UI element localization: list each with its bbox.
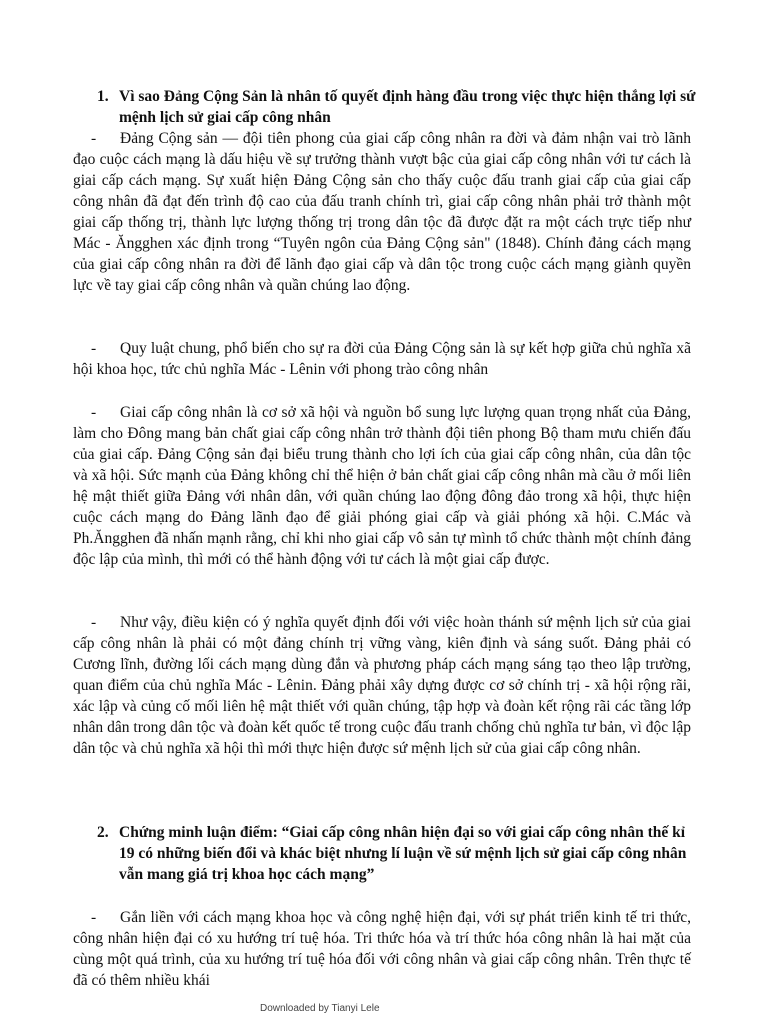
paragraph-text: Đảng Cộng sản — đội tiên phong của giai cấp công nhân ra đời và đảm nhận vai trò lãnh đạo cuộc cách mạng là dấu hiệu về sự trưởng thành vượt bậc của giai cấp công nhân với tư cách là giai cấp cách mạng. Sự xuất hiện Đảng Cộng sản cho thấy cuộc đấu tranh giai cấp của giai cấp công nhân đã đạt đến trình độ cao của đấu tranh chính trì, giai cấp công nhân phải trở thành một giai cấp thống trị, thành lực lượng thống trị trong dân tộc đã được đặt ra một cách trực tiếp như Mác - Ăngghen xác định trong “Tuyên ngôn của Đảng Cộng sản" (1848). Chính đảng cách mạng của giai cấp công nhân ra đời để lãnh đạo giai cấp và dân tộc trong cuộc cách mạng giành quyền lực về tay giai cấp công nhân và quần chúng lao động. <box>73 130 691 294</box>
section-1-paragraph-4 <box>73 612 691 759</box>
section-1-title: Vì sao Đảng Cộng Sản là nhân tố quyết định hàng đầu trong việc thực hiện thắng lợi sứ mệnh lịch sử giai cấp công nhân <box>119 88 696 126</box>
section-1-paragraph-3 <box>73 402 691 570</box>
section-1-paragraph-1 <box>73 128 691 296</box>
paragraph-text: Như vậy, điều kiện có ý nghĩa quyết định đối với việc hoàn thánh sứ mệnh lịch sử của giai cấp công nhân là phải có một đảng chính trị vững vàng, kiên định và sáng suốt. Đảng phải có Cương lĩnh, đường lối cách mạng dùng đắn và phương pháp cách mạng sáng tạo theo lập trường, quan điểm của chủ nghĩa Mác - Lênin. Đảng phải xây dựng được cơ sở chính trị - xã hội rộng rãi, xác lập và củng cố mối liên hệ mật thiết với quần chúng, tập hợp và đoàn kết rộng rãi các tầng lớp nhân dân trong dân tộc và đoàn kết quốc tế trong cuộc đấu tranh chống chủ nghĩa tư bản, vì độc lập dân tộc và chủ nghĩa xã hội thì mới thực hiện được sứ mệnh lịch sử của giai cấp công nhân. <box>73 614 691 757</box>
section-1-paragraph-2 <box>73 338 691 380</box>
section-1-number: 1. <box>97 88 109 105</box>
bullet-dash: - <box>91 404 97 421</box>
section-1-heading <box>97 86 697 128</box>
section-2-heading <box>97 822 697 885</box>
section-2-paragraph-1 <box>73 907 691 991</box>
paragraph-text: Gắn liền với cách mạng khoa học và công nghệ hiện đại, với sự phát triển kinh tế tri thức, công nhân hiện đại có xu hướng trí tuệ hóa. Tri thức hóa và trí thức hóa công nhân là hai mặt của cùng một quá trình, của xu hướng trí tuệ hóa đối với công nhân và giai cấp công nhân. Trên thực tế đã có thêm nhiều khái <box>73 909 691 989</box>
download-footer: Downloaded by Tianyi Lele <box>260 1003 380 1014</box>
bullet-dash: - <box>91 614 97 631</box>
bullet-dash: - <box>91 130 97 147</box>
paragraph-text: Quy luật chung, phổ biến cho sự ra đời của Đảng Cộng sản là sự kết hợp giữa chủ nghĩa xã hội khoa học, tức chủ nghĩa Mác - Lênin với phong trào công nhân <box>73 340 691 378</box>
section-2-number: 2. <box>97 824 109 841</box>
paragraph-text: Giai cấp công nhân là cơ sở xã hội và nguồn bổ sung lực lượng quan trọng nhất của Đảng, làm cho Đông mang bản chất giai cấp công nhân trở thành đội tiên phong Bộ tham mưu chiến đấu của giai cấp. Đảng Cộng sản đại biểu trung thành cho lợi ích của giai cấp công nhân, của dân tộc và xã hội. Sức mạnh của Đảng không chỉ thể hiện ở bản chất giai cấp công nhân mà cầu ở mối liên hệ mật thiết giữa Đảng với nhân dân, với quần chúng lao động đông đảo trong xã hội, thực hiện cuộc cách mạng do Đảng lãnh đạo để giải phóng giai cấp và giải phóng xã hội. C.Mác và Ph.Ăngghen đã nhấn mạnh rằng, chỉ khi nho giai cấp vô sản tự mình tổ chức thành một chính đảng độc lập của mình, thì mới có thể hành động với tư cách là một giai cấp được. <box>73 404 691 568</box>
bullet-dash: - <box>91 340 97 357</box>
section-2-title: Chứng minh luận điểm: “Giai cấp công nhân hiện đại so với giai cấp công nhân thế kỉ 19 có những biến đổi và khác biệt nhưng lí luận về sứ mệnh lịch sử giai cấp công nhân vẫn mang giá trị khoa học cách mạng” <box>119 824 687 883</box>
bullet-dash: - <box>91 909 97 926</box>
